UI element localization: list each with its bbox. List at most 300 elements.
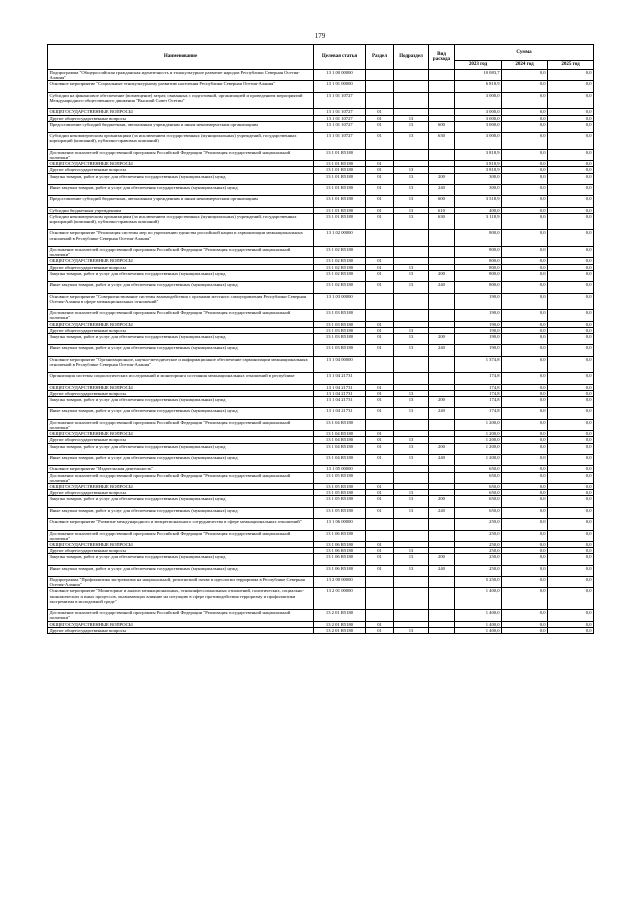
row-2023: 5 250,0 [455, 577, 502, 588]
row-section: 01 [366, 496, 394, 507]
row-section: 01 [366, 109, 394, 115]
row-section: 01 [366, 213, 394, 230]
row-2023: 1 200,0 [455, 437, 502, 443]
row-section: 01 [366, 384, 394, 390]
row-section [366, 81, 394, 92]
row-2025: 0,0 [548, 247, 594, 258]
table-row [48, 333, 594, 344]
row-section: 01 [366, 115, 394, 121]
row-subsection: 13 [394, 496, 429, 507]
row-section: 01 [366, 484, 394, 490]
row-target: 13 1 04 R5180 [314, 443, 366, 454]
row-vr: 630 [429, 213, 455, 230]
row-2025: 0,0 [548, 610, 594, 621]
row-name: Достижение показателей государственной программы Российской Федерации "Реализация государственной национальной политики" [48, 610, 314, 621]
row-2024: 0,0 [502, 496, 548, 507]
row-target: 13 1 01 R5180 [314, 161, 366, 167]
row-section: 01 [366, 443, 394, 454]
row-section: 01 [366, 270, 394, 281]
row-2023: 3 000,0 [455, 92, 502, 109]
row-subsection [394, 373, 429, 384]
row-subsection: 13 [394, 327, 429, 333]
row-2023: 190,0 [455, 327, 502, 333]
row-2023: 800,0 [455, 270, 502, 281]
row-2025: 0,0 [548, 121, 594, 132]
row-2023: 190,0 [455, 310, 502, 321]
row-vr [429, 610, 455, 621]
row-name: Основное мероприятие "Организационное, научно-методическое и информационное обеспечение гармонизации межнациональных отношений в Республике Северная Осетия-Алания" [48, 356, 314, 373]
row-name: Другие общегосударственные вопросы [48, 390, 314, 396]
row-target: 13 1 04 21731 [314, 390, 366, 396]
row-subsection: 13 [394, 397, 429, 408]
row-2025: 0,0 [548, 310, 594, 321]
row-target: 13 1 04 21731 [314, 384, 366, 390]
row-section: 01 [366, 627, 394, 633]
row-name: Другие общегосударственные вопросы [48, 548, 314, 554]
row-2023: 800,0 [455, 258, 502, 264]
row-name: Иные закупки товаров, работ и услуг для обеспечения государственных (муниципальных) нужд [48, 282, 314, 293]
row-name: Достижение показателей государственной программы Российской Федерации "Реализация государственной национальной политики" [48, 310, 314, 321]
row-target: 13 1 01 R5180 [314, 196, 366, 207]
row-2025: 0,0 [548, 466, 594, 472]
row-2025: 0,0 [548, 519, 594, 530]
row-vr: 630 [429, 133, 455, 150]
row-vr: 200 [429, 397, 455, 408]
row-name: Достижение показателей государственной программы Российской Федерации "Реализация государственной национальной политики" [48, 419, 314, 430]
row-vr: 200 [429, 333, 455, 344]
row-vr [429, 247, 455, 258]
row-subsection: 13 [394, 121, 429, 132]
row-section: 01 [366, 490, 394, 496]
row-subsection [394, 530, 429, 541]
row-name: Закупка товаров, работ и услуг для обеспечения государственных (муниципальных) нужд [48, 333, 314, 344]
table-row [48, 610, 594, 621]
table-row [48, 408, 594, 419]
row-section: 01 [366, 173, 394, 184]
row-2024: 0,0 [502, 333, 548, 344]
row-vr: 240 [429, 282, 455, 293]
row-name: Организация системы социологических исследований и мониторинга состояния межнациональных отношений в республике [48, 373, 314, 384]
row-target: 13 1 05 R5180 [314, 472, 366, 483]
table-row [48, 184, 594, 195]
row-2025: 0,0 [548, 443, 594, 454]
row-section: 01 [366, 455, 394, 466]
budget-table [47, 44, 594, 634]
row-vr [429, 356, 455, 373]
row-2024: 0,0 [502, 345, 548, 356]
row-subsection [394, 519, 429, 530]
row-section: 01 [366, 184, 394, 195]
row-2023: 300,0 [455, 184, 502, 195]
row-2024: 0,0 [502, 121, 548, 132]
row-section: 01 [366, 167, 394, 173]
row-2024: 0,0 [502, 115, 548, 121]
row-vr: 600 [429, 196, 455, 207]
row-2025: 0,0 [548, 81, 594, 92]
row-section: 01 [366, 121, 394, 132]
row-target: 13 1 01 R5180 [314, 149, 366, 160]
row-2025: 0,0 [548, 484, 594, 490]
row-subsection: 13 [394, 437, 429, 443]
row-2025: 0,0 [548, 530, 594, 541]
row-2025: 0,0 [548, 270, 594, 281]
row-name: ОБЩЕГОСУДАРСТВЕННЫЕ ВОПРОСЫ [48, 541, 314, 547]
row-subsection: 13 [394, 408, 429, 419]
row-target: 13 1 01 R5180 [314, 207, 366, 213]
row-subsection: 13 [394, 490, 429, 496]
row-2024: 0,0 [502, 610, 548, 621]
row-2024: 0,0 [502, 565, 548, 576]
row-name: Закупка товаров, работ и услуг для обеспечения государственных (муниципальных) нужд [48, 270, 314, 281]
col-header-2023: 2023 год [455, 61, 502, 70]
row-2025: 0,0 [548, 577, 594, 588]
row-2025: 0,0 [548, 565, 594, 576]
row-subsection [394, 472, 429, 483]
row-section: 01 [366, 548, 394, 554]
row-name: Достижение показателей государственной программы Российской Федерации "Реализация государственной национальной политики" [48, 247, 314, 258]
row-subsection [394, 293, 429, 310]
row-2024: 0,0 [502, 519, 548, 530]
table-row [48, 282, 594, 293]
row-2025: 0,0 [548, 213, 594, 230]
row-2025: 0,0 [548, 109, 594, 115]
row-2025: 0,0 [548, 384, 594, 390]
row-vr: 240 [429, 345, 455, 356]
col-header-sum: Сумма [455, 45, 594, 61]
row-2023: 174,8 [455, 408, 502, 419]
row-2024: 0,0 [502, 588, 548, 610]
row-vr [429, 472, 455, 483]
row-2023: 250,0 [455, 519, 502, 530]
row-2025: 0,0 [548, 149, 594, 160]
row-name: Иные закупки товаров, работ и услуг для обеспечения государственных (муниципальных) нужд [48, 507, 314, 518]
row-name: Субсидии некоммерческим организациям (за исключением государственных (муниципальных) учреждений, государственных корпораций (компаний), публично-правовых компаний) [48, 133, 314, 150]
row-name: Основное мероприятие "Развитие международного и межрегионального сотрудничества в сфере межнациональных отношений" [48, 519, 314, 530]
row-section: 01 [366, 554, 394, 565]
row-target: 13 1 06 R5180 [314, 530, 366, 541]
table-row [48, 133, 594, 150]
row-target: 13 1 01 10727 [314, 133, 366, 150]
row-2025: 0,0 [548, 397, 594, 408]
row-2024: 0,0 [502, 184, 548, 195]
row-2023: 190,0 [455, 321, 502, 327]
row-subsection: 13 [394, 196, 429, 207]
row-2024: 0,0 [502, 390, 548, 396]
row-2023: 3 000,0 [455, 133, 502, 150]
table-row [48, 81, 594, 92]
row-subsection: 13 [394, 627, 429, 633]
row-2024: 0,0 [502, 373, 548, 384]
row-section: 01 [366, 207, 394, 213]
row-name: Основное мероприятие "Реализация системы мер по укреплению единства российской нации и гармонизации межнациональных отношений в Республике Северная Осетия-Алания" [48, 230, 314, 247]
row-subsection: 13 [394, 167, 429, 173]
col-header-subsection: Подраздел [394, 45, 429, 70]
row-section: 01 [366, 507, 394, 518]
row-2024: 0,0 [502, 431, 548, 437]
row-2024: 0,0 [502, 247, 548, 258]
row-section [366, 419, 394, 430]
row-section: 01 [366, 431, 394, 437]
row-vr: 240 [429, 507, 455, 518]
row-section [366, 373, 394, 384]
row-2025: 0,0 [548, 167, 594, 173]
row-target: 13 1 02 R5180 [314, 258, 366, 264]
row-2023: 1 400,0 [455, 588, 502, 610]
row-2025: 0,0 [548, 419, 594, 430]
row-2025: 0,0 [548, 321, 594, 327]
row-2025: 0,0 [548, 207, 594, 213]
table-row [48, 121, 594, 132]
row-name: ОБЩЕГОСУДАРСТВЕННЫЕ ВОПРОСЫ [48, 621, 314, 627]
table-row [48, 196, 594, 207]
row-2025: 0,0 [548, 627, 594, 633]
row-section: 01 [366, 321, 394, 327]
row-subsection: 13 [394, 115, 429, 121]
table-row [48, 455, 594, 466]
row-target: 13 1 05 R5180 [314, 507, 366, 518]
row-vr [429, 70, 455, 81]
row-2024: 0,0 [502, 443, 548, 454]
row-vr [429, 519, 455, 530]
row-vr [429, 293, 455, 310]
row-2024: 0,0 [502, 437, 548, 443]
row-2023: 174,8 [455, 390, 502, 396]
table-row [48, 443, 594, 454]
row-2023: 1 374,8 [455, 356, 502, 373]
row-section: 01 [366, 282, 394, 293]
row-target: 13 1 01 R5180 [314, 167, 366, 173]
row-section: 01 [366, 327, 394, 333]
row-2023: 1 200,0 [455, 443, 502, 454]
row-2025: 0,0 [548, 507, 594, 518]
row-section: 01 [366, 196, 394, 207]
row-2023: 400,0 [455, 207, 502, 213]
row-vr [429, 627, 455, 633]
row-subsection: 13 [394, 270, 429, 281]
row-2023: 800,0 [455, 282, 502, 293]
row-subsection: 13 [394, 455, 429, 466]
row-2024: 0,0 [502, 627, 548, 633]
row-vr: 200 [429, 443, 455, 454]
row-2024: 0,0 [502, 167, 548, 173]
row-2024: 0,0 [502, 507, 548, 518]
row-2024: 0,0 [502, 173, 548, 184]
row-subsection [394, 149, 429, 160]
row-2023: 1 400,0 [455, 627, 502, 633]
row-name: Закупка товаров, работ и услуг для обеспечения государственных (муниципальных) нужд [48, 496, 314, 507]
row-subsection [394, 610, 429, 621]
row-section [366, 149, 394, 160]
row-name: Иные закупки товаров, работ и услуг для обеспечения государственных (муниципальных) нужд [48, 455, 314, 466]
row-target: 13 1 06 R5180 [314, 565, 366, 576]
row-subsection: 13 [394, 207, 429, 213]
table-row [48, 70, 594, 81]
row-target: 13 1 04 21731 [314, 408, 366, 419]
row-target: 13 1 04 R5180 [314, 431, 366, 437]
table-row [48, 472, 594, 483]
row-section: 01 [366, 264, 394, 270]
row-2023: 800,0 [455, 230, 502, 247]
row-target: 13 1 01 R5180 [314, 184, 366, 195]
row-name: Другие общегосударственные вопросы [48, 437, 314, 443]
row-target: 13 2 01 00000 [314, 588, 366, 610]
row-subsection [394, 577, 429, 588]
row-2025: 0,0 [548, 472, 594, 483]
row-2024: 0,0 [502, 70, 548, 81]
row-target: 13 1 01 10727 [314, 92, 366, 109]
row-2023: 3 000,0 [455, 109, 502, 115]
row-2023: 1 200,0 [455, 419, 502, 430]
row-section [366, 530, 394, 541]
row-name: ОБЩЕГОСУДАРСТВЕННЫЕ ВОПРОСЫ [48, 484, 314, 490]
row-target: 13 1 05 R5180 [314, 490, 366, 496]
table-row [48, 419, 594, 430]
row-2025: 0,0 [548, 373, 594, 384]
row-target: 13 1 02 R5180 [314, 270, 366, 281]
row-name: Другие общегосударственные вопросы [48, 627, 314, 633]
row-section: 01 [366, 408, 394, 419]
row-vr: 240 [429, 408, 455, 419]
row-2024: 0,0 [502, 466, 548, 472]
row-2025: 0,0 [548, 390, 594, 396]
row-target: 13 2 00 00000 [314, 577, 366, 588]
row-subsection: 13 [394, 443, 429, 454]
row-section: 01 [366, 390, 394, 396]
row-section [366, 70, 394, 81]
row-section: 01 [366, 345, 394, 356]
row-target: 13 1 04 00000 [314, 356, 366, 373]
row-target: 13 2 01 R5180 [314, 610, 366, 621]
row-2025: 0,0 [548, 282, 594, 293]
row-target: 13 1 00 00000 [314, 70, 366, 81]
row-2023: 650,0 [455, 466, 502, 472]
row-section: 01 [366, 541, 394, 547]
table-row [48, 230, 594, 247]
row-subsection [394, 588, 429, 610]
row-2025: 0,0 [548, 356, 594, 373]
row-2024: 0,0 [502, 577, 548, 588]
table-row [48, 310, 594, 321]
row-subsection: 13 [394, 554, 429, 565]
row-target: 13 1 03 00000 [314, 293, 366, 310]
row-name: Основное мероприятие "Мониторинг и анализ межнациональных, этноконфессиональных отношений, политических, социально-экономических и иных процессов, оказывающих влияние на ситуацию в сфере противодействия терроризму и профилактики экстремизма в молодежной среде" [48, 588, 314, 610]
row-2025: 0,0 [548, 115, 594, 121]
row-2023: 300,0 [455, 173, 502, 184]
row-vr [429, 530, 455, 541]
table-row [48, 149, 594, 160]
row-name: Достижение показателей государственной программы Российской Федерации "Реализация государственной национальной политики" [48, 472, 314, 483]
row-section: 01 [366, 333, 394, 344]
row-2024: 0,0 [502, 408, 548, 419]
row-section: 01 [366, 161, 394, 167]
row-target: 13 1 02 R5180 [314, 247, 366, 258]
row-vr: 200 [429, 270, 455, 281]
row-vr [429, 577, 455, 588]
row-2025: 0,0 [548, 431, 594, 437]
row-2023: 250,0 [455, 541, 502, 547]
row-name: Другие общегосударственные вопросы [48, 115, 314, 121]
row-target: 13 1 06 R5180 [314, 554, 366, 565]
row-subsection: 13 [394, 264, 429, 270]
row-section [366, 472, 394, 483]
row-2023: 174,8 [455, 397, 502, 408]
row-subsection: 13 [394, 333, 429, 344]
row-section [366, 310, 394, 321]
row-subsection [394, 419, 429, 430]
row-2024: 0,0 [502, 554, 548, 565]
row-name: ОБЩЕГОСУДАРСТВЕННЫЕ ВОПРОСЫ [48, 321, 314, 327]
row-2024: 0,0 [502, 384, 548, 390]
row-subsection: 13 [394, 184, 429, 195]
row-name: Подпрограмма "Профилактика экстремизма на национальной, религиозной почве и идеологии терроризма в Республике Северная Осетия-Алания" [48, 577, 314, 588]
row-vr: 240 [429, 455, 455, 466]
row-2023: 650,0 [455, 496, 502, 507]
row-2024: 0,0 [502, 207, 548, 213]
row-subsection [394, 92, 429, 109]
table-row [48, 397, 594, 408]
row-section [366, 577, 394, 588]
row-name: Другие общегосударственные вопросы [48, 264, 314, 270]
row-2024: 0,0 [502, 356, 548, 373]
row-2024: 0,0 [502, 213, 548, 230]
row-section [366, 230, 394, 247]
row-target: 13 1 01 R5180 [314, 213, 366, 230]
row-2024: 0,0 [502, 264, 548, 270]
row-2023: 250,0 [455, 554, 502, 565]
row-vr [429, 419, 455, 430]
row-2024: 0,0 [502, 397, 548, 408]
row-2025: 0,0 [548, 548, 594, 554]
row-vr [429, 149, 455, 160]
row-2025: 0,0 [548, 230, 594, 247]
row-target: 13 1 02 R5180 [314, 264, 366, 270]
row-target: 13 1 06 00000 [314, 519, 366, 530]
row-subsection: 13 [394, 345, 429, 356]
row-name: Закупка товаров, работ и услуг для обеспечения государственных (муниципальных) нужд [48, 173, 314, 184]
table-row [48, 293, 594, 310]
row-name: Закупка товаров, работ и услуг для обеспечения государственных (муниципальных) нужд [48, 554, 314, 565]
row-target: 13 1 04 R5180 [314, 455, 366, 466]
row-2023: 6 818,9 [455, 81, 502, 92]
row-2024: 0,0 [502, 541, 548, 547]
table-row [48, 213, 594, 230]
row-2023: 3 818,9 [455, 167, 502, 173]
row-section: 01 [366, 621, 394, 627]
row-2024: 0,0 [502, 310, 548, 321]
row-name: ОБЩЕГОСУДАРСТВЕННЫЕ ВОПРОСЫ [48, 258, 314, 264]
row-2024: 0,0 [502, 133, 548, 150]
row-2023: 174,8 [455, 384, 502, 390]
row-target: 13 1 06 R5180 [314, 548, 366, 554]
row-name: ОБЩЕГОСУДАРСТВЕННЫЕ ВОПРОСЫ [48, 431, 314, 437]
row-target: 13 1 04 R5180 [314, 419, 366, 430]
row-2023: 3 000,0 [455, 115, 502, 121]
row-section [366, 610, 394, 621]
table-row [48, 627, 594, 633]
row-vr: 200 [429, 554, 455, 565]
row-name: Другие общегосударственные вопросы [48, 490, 314, 496]
row-name: Иные закупки товаров, работ и услуг для обеспечения государственных (муниципальных) нужд [48, 408, 314, 419]
row-target: 13 1 05 R5180 [314, 484, 366, 490]
row-vr: 200 [429, 173, 455, 184]
row-2025: 0,0 [548, 327, 594, 333]
row-2023: 1 200,0 [455, 431, 502, 437]
row-2024: 0,0 [502, 81, 548, 92]
row-2023: 1 200,0 [455, 455, 502, 466]
row-section [366, 588, 394, 610]
table-row [48, 356, 594, 373]
col-header-vr: Вид расхода [429, 45, 455, 70]
